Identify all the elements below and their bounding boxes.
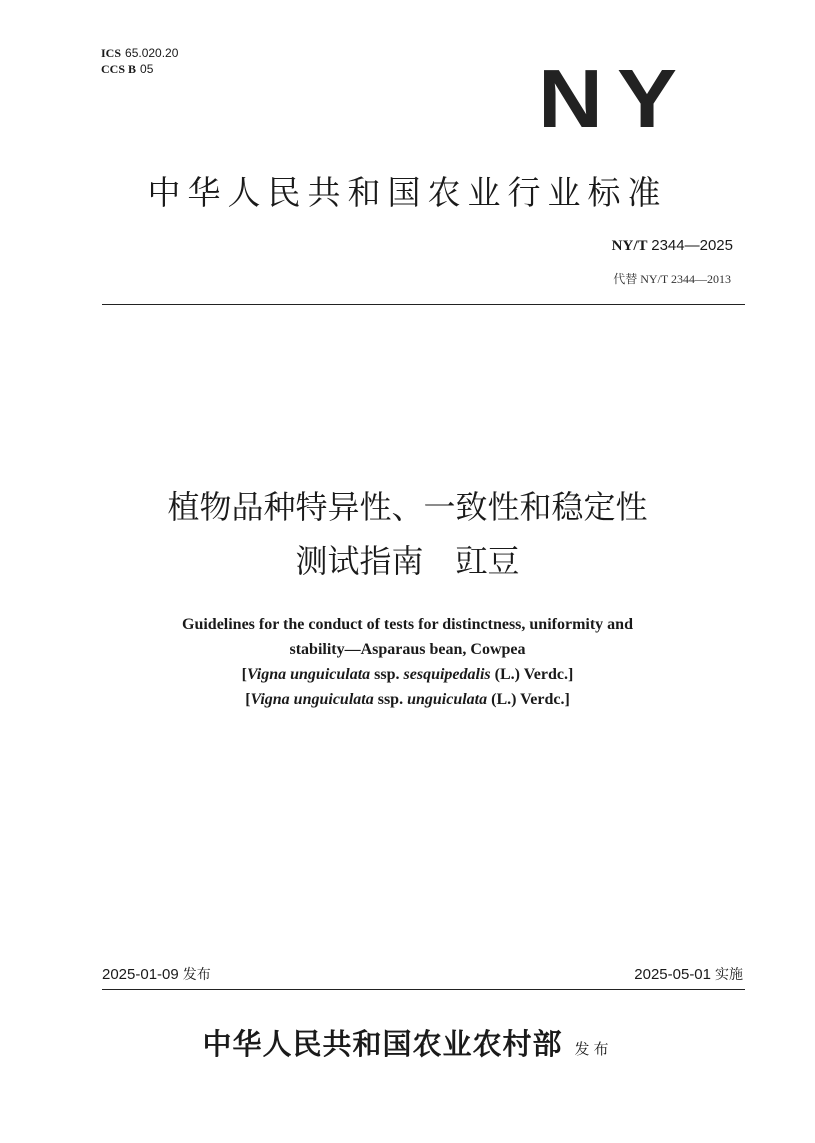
- issuing-authority: [0, 1022, 815, 1066]
- implementation-date: [634, 964, 743, 986]
- ics-value: 65.020.20: [125, 46, 179, 60]
- top-divider: [102, 304, 745, 305]
- standard-number-prefix: NY/T: [611, 238, 648, 254]
- english-title-line-3: [0, 662, 815, 687]
- standard-category-title: 中华人民共和国农业行业标准: [147, 173, 668, 212]
- bottom-divider: [102, 989, 745, 990]
- issue-date-value: 2025-01-09: [102, 966, 179, 983]
- implementation-date-label: 实施: [715, 967, 743, 983]
- genus-species-name: Vigna unguiculata: [250, 691, 374, 708]
- ics-code: [101, 45, 178, 61]
- ny-logo: NY: [537, 53, 691, 146]
- subspecies-name: unguiculata: [407, 691, 488, 708]
- ccs-label: CCS B: [101, 62, 137, 76]
- standard-number: [612, 236, 733, 256]
- ssp-text: ssp.: [373, 691, 408, 708]
- chinese-title: [0, 480, 815, 588]
- english-title: [0, 612, 815, 712]
- english-title-line-1: Guidelines for the conduct of tests for distinctness, uniformity and: [182, 616, 633, 633]
- ccs-code: [101, 61, 178, 77]
- english-title-line-2: stability—Asparaus bean, Cowpea: [289, 641, 526, 658]
- implementation-date-value: 2025-05-01: [634, 966, 711, 983]
- issue-date: [102, 964, 211, 986]
- ssp-text: ssp.: [370, 666, 404, 683]
- genus-species-name: Vigna unguiculata: [247, 666, 371, 683]
- ics-label: ICS: [101, 46, 122, 60]
- ccs-value: 05: [140, 62, 154, 76]
- issue-date-label: 发布: [182, 967, 211, 983]
- chinese-title-line-2: 测试指南 豇豆: [295, 542, 520, 580]
- chinese-title-line-1: 植物品种特异性、一致性和稳定性: [167, 488, 648, 526]
- issuer-label: 发布: [574, 1040, 613, 1058]
- authority-text: (L.) Verdc.]: [487, 691, 570, 708]
- authority-text: (L.) Verdc.]: [490, 666, 574, 683]
- replaces-note: 代替 NY/T 2344—2013: [613, 272, 731, 286]
- english-title-line-4: [0, 687, 815, 712]
- bracket-open: [: [245, 691, 251, 708]
- subspecies-name: sesquipedalis: [403, 666, 491, 683]
- issuer-name: 中华人民共和国农业农村部: [202, 1027, 563, 1061]
- bracket-open: [: [241, 666, 247, 683]
- classification-codes: [101, 45, 178, 77]
- standard-number-value: 2344—2025: [651, 237, 733, 254]
